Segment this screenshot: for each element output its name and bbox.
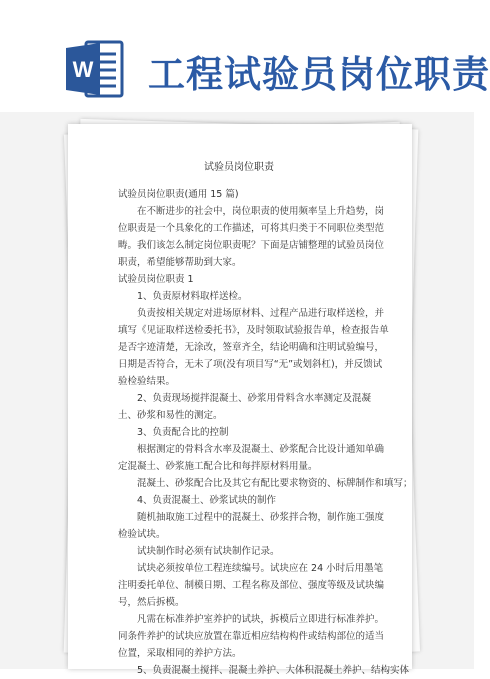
word-document-icon [64, 38, 126, 100]
item-3-extra: 混凝土、砂浆配合比及其它有配比要求物资的、标牌制作和填写； [137, 478, 413, 489]
intro-paragraph: 在不断进步的社会中，岗位职责的使用频率呈上升趋势，岗位职责是一个具象化的工作描述，可将其归类于不同职位类型范畴。我们该怎么制定岗位职责呢？下面是店铺整理的试验员岗位职责，希望能够帮助到大家。 [118, 206, 385, 268]
document-title: 试验员岗位职责 [204, 162, 274, 173]
item-3-heading: 3、负责配合比的控制 [137, 427, 229, 438]
item-1-body: 负责按相关规定对进场原材料、过程产品进行取样送检，并填写《见证取样送检委托书》，及时领取试验报告单，检查报告单是否字迹清楚，无涂改，签章齐全，结论明确和注明试验编号，日期是否符合，无未了项(没有项目写“无”或划斜杠)，并反馈试验检验结果。 [118, 308, 389, 387]
document-body [68, 124, 412, 679]
item-4-record: 试块制作时必须有试块制作记录。 [137, 546, 280, 557]
item-4-heading: 4、负责混凝土、砂浆试块的制作 [137, 495, 277, 506]
item-1-heading: 1、负责原材料取样送检。 [137, 291, 248, 302]
item-4-body: 随机抽取施工过程中的混凝土、砂浆拌合物，制作施工强度检验试块。 [118, 512, 385, 540]
banner-title: 工程试验员岗位职责 [148, 53, 490, 96]
section-heading: 试验员岗位职责 1 [118, 274, 194, 285]
item-2-heading: 2、负责现场搅拌混凝土、砂浆用骨料含水率测定及混凝土、砂浆和易性的测定。 [118, 393, 372, 421]
document-subtitle: 试验员岗位职责(通用 15 篇) [118, 189, 239, 200]
item-4-numbering: 试块必须按单位工程连续编号。试块应在 24 小时后用墨笔注明委托单位、制模日期、工程名称及部位、强度等级及试块编号，然后拆模。 [118, 563, 385, 608]
banner [0, 0, 490, 112]
item-3-body: 根据测定的骨料含水率及混凝土、砂浆配合比设计通知单确定混凝土、砂浆施工配合比和每拌原材料用量。 [118, 444, 385, 472]
item-5-heading: 5、负责混凝土搅拌、混凝土养护、大体积混凝土养护、结构实体 [137, 665, 410, 676]
document-page [68, 124, 413, 676]
item-4-curing: 凡需在标准养护室养护的试块，拆模后立即进行标准养护。同条件养护的试块应放置在靠近相应结构构件或结构部位的适当位置，采取相同的养护方法。 [118, 614, 385, 659]
svg-text:W: W [72, 57, 94, 82]
